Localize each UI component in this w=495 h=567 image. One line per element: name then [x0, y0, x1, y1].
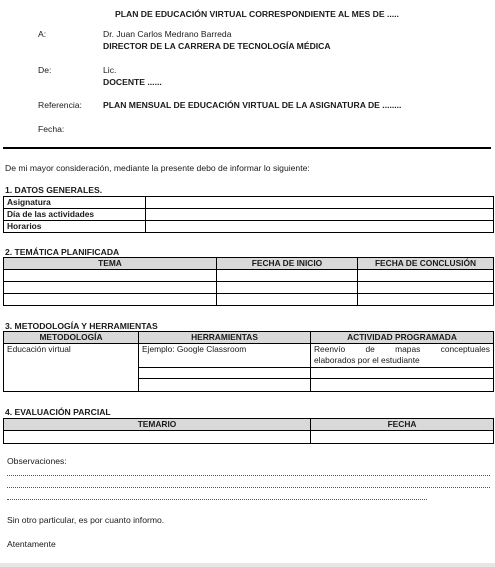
- topic-header: TEMA: [4, 258, 217, 270]
- table-row: [4, 197, 494, 209]
- reference-value: PLAN MENSUAL DE EDUCACIÓN VIRTUAL DE LA ASIGNATURA DE ........: [103, 100, 402, 110]
- intro-text: De mi mayor consideración, mediante la presente debo de informar lo siguiente:: [5, 163, 310, 173]
- methodology-table: [3, 331, 494, 392]
- activity-line-1: Reenvío de mapas conceptuales: [314, 344, 490, 354]
- activity-days-label: Día de las actividades: [4, 209, 146, 221]
- methodology-value: Educación virtual: [4, 344, 139, 392]
- closing-text: Sin otro particular, es por cuanto informo.: [7, 515, 165, 525]
- activity-value: [311, 344, 494, 368]
- date-label: Fecha:: [38, 124, 65, 134]
- from-name: Lic.: [103, 65, 117, 75]
- table-row: [4, 221, 494, 233]
- table-row: [4, 344, 494, 368]
- table-row: [4, 294, 494, 306]
- to-label: A:: [38, 29, 47, 39]
- observations-label: Observaciones:: [7, 456, 67, 466]
- observations-line-3: [7, 499, 427, 500]
- from-role: DOCENTE ......: [103, 77, 162, 87]
- signoff-text: Atentamente: [7, 539, 56, 549]
- planned-topics-table: [3, 257, 494, 306]
- observations-line-1: [7, 475, 490, 476]
- evaluation-date-header: FECHA: [311, 419, 494, 431]
- section4-title: 4. EVALUACIÓN PARCIAL: [5, 407, 111, 417]
- end-date-header: FECHA DE CONCLUSIÓN: [358, 258, 494, 270]
- to-role: DIRECTOR DE LA CARRERA DE TECNOLOGÍA MÉDICA: [103, 41, 331, 51]
- header-divider: [3, 147, 491, 149]
- table-row: [4, 270, 494, 282]
- syllabus-header: TEMARIO: [4, 419, 311, 431]
- activity-line-2: elaborados por el estudiante: [314, 355, 420, 365]
- start-date-header: FECHA DE INICIO: [217, 258, 358, 270]
- document-title: PLAN DE EDUCACIÓN VIRTUAL CORRESPONDIENTE AL MES DE .....: [115, 9, 399, 19]
- schedule-value: [146, 221, 494, 233]
- activity-days-value: [146, 209, 494, 221]
- table-header-row: [4, 419, 494, 431]
- section3-title: 3. METODOLOGÍA Y HERRAMIENTAS: [5, 321, 158, 331]
- section1-title: 1. DATOS GENERALES.: [5, 185, 103, 195]
- page-bottom-edge: [0, 563, 495, 567]
- evaluation-table: [3, 418, 494, 444]
- table-row: [4, 431, 494, 444]
- table-header-row: [4, 332, 494, 344]
- table-row: [4, 209, 494, 221]
- tool-value: Ejemplo: Google Classroom: [139, 344, 311, 368]
- reference-label: Referencia:: [38, 100, 82, 110]
- schedule-label: Horarios: [4, 221, 146, 233]
- activity-header: ACTIVIDAD PROGRAMADA: [311, 332, 494, 344]
- general-data-table: [3, 196, 494, 233]
- to-name: Dr. Juan Carlos Medrano Barreda: [103, 29, 232, 39]
- table-row: [4, 282, 494, 294]
- from-label: De:: [38, 65, 52, 75]
- observations-line-2: [7, 487, 490, 488]
- subject-label: Asignatura: [4, 197, 146, 209]
- subject-value: [146, 197, 494, 209]
- methodology-header: METODOLOGÍA: [4, 332, 139, 344]
- section2-title: 2. TEMÁTICA PLANIFICADA: [5, 247, 120, 257]
- table-header-row: [4, 258, 494, 270]
- tools-header: HERRAMIENTAS: [139, 332, 311, 344]
